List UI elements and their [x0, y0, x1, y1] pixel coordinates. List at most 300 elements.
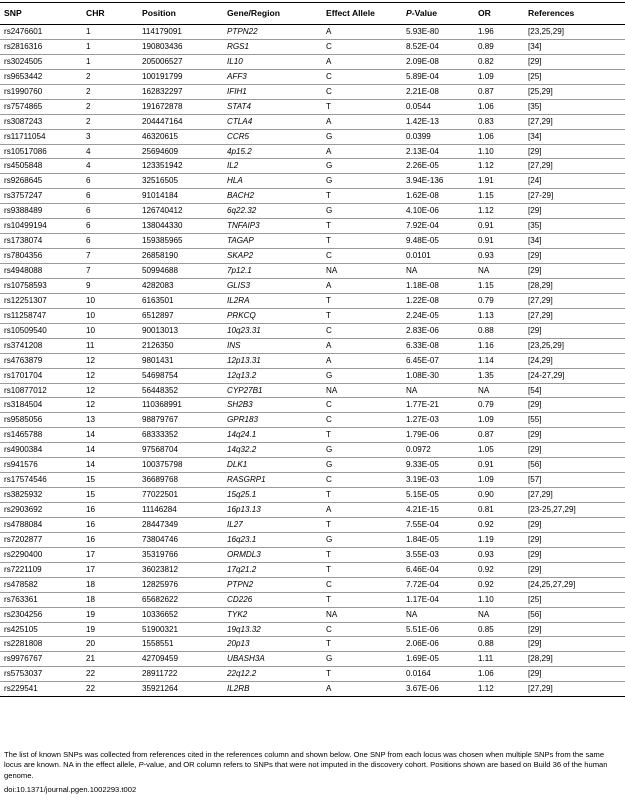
chr-cell: 3 [86, 131, 91, 141]
snp-cell: rs7574865 [4, 101, 43, 111]
references-cell: [57] [528, 475, 542, 485]
gene-cell: AFF3 [227, 71, 247, 81]
header-p-value-italic: P [406, 8, 412, 18]
chr-cell: 2 [86, 116, 91, 126]
chr-cell: 16 [86, 505, 96, 514]
gene-cell: CTLA4 [227, 116, 253, 126]
references-cell: [27,29] [528, 684, 553, 694]
chr-cell: 10 [86, 310, 96, 320]
chr-cell: 6 [86, 176, 91, 186]
snp-cell: rs9653442 [4, 71, 43, 81]
gene-cell: 7p12.1 [227, 266, 252, 275]
table-row [0, 99, 625, 114]
or-cell: 1.15 [478, 280, 494, 290]
allele-cell: T [326, 519, 331, 529]
references-cell: [29] [528, 206, 542, 216]
p-value-cell: 5.93E-80 [406, 27, 439, 36]
table-row [0, 517, 625, 532]
table-row [0, 383, 625, 398]
or-cell: 0.79 [478, 400, 494, 410]
allele-cell: A [326, 340, 332, 350]
allele-cell: T [326, 549, 331, 559]
p-value-cell: 2.06E-06 [406, 639, 439, 649]
position-cell: 2126350 [142, 340, 174, 350]
position-cell: 35319766 [142, 549, 179, 559]
gene-cell: SH2B3 [227, 400, 253, 410]
references-cell: [27,29] [528, 116, 553, 126]
or-cell: 1.13 [478, 310, 494, 320]
position-cell: 56448352 [142, 385, 179, 395]
chr-cell: 4 [86, 146, 91, 156]
allele-cell: C [326, 86, 332, 96]
or-cell: 0.87 [478, 86, 494, 96]
chr-cell: 15 [86, 475, 96, 485]
position-cell: 10336652 [142, 609, 179, 619]
table-row [0, 189, 625, 204]
table-row [0, 69, 625, 84]
allele-cell: A [326, 116, 332, 126]
or-cell: 1.91 [478, 176, 494, 186]
or-cell: 0.89 [478, 41, 494, 51]
snp-cell: rs9585056 [4, 415, 43, 425]
chr-cell: 15 [86, 490, 96, 500]
snp-cell: rs4900384 [4, 445, 43, 455]
references-cell: [34] [528, 131, 542, 141]
table-row [0, 368, 625, 383]
p-value-cell: 0.0164 [406, 669, 431, 679]
snp-cell: rs4788084 [4, 519, 43, 529]
gene-cell: CCR5 [227, 131, 250, 141]
gene-cell: 12q13.2 [227, 370, 257, 380]
gene-cell: IL2 [227, 161, 239, 171]
or-cell: 0.93 [478, 251, 494, 261]
chr-cell: 1 [86, 41, 91, 51]
references-cell: [24-27,29] [528, 370, 565, 380]
position-cell: 123351942 [142, 161, 183, 171]
chr-cell: 12 [86, 355, 96, 365]
chr-cell: 9 [86, 280, 91, 290]
table-row [0, 667, 625, 682]
chr-cell: 12 [86, 400, 96, 410]
table-row [0, 592, 625, 607]
snp-cell: rs9388489 [4, 206, 43, 216]
p-value-cell: 1.77E-21 [406, 400, 439, 410]
gene-cell: 4p15.2 [227, 146, 252, 156]
snp-cell: rs2304256 [4, 609, 43, 619]
chr-cell: 14 [86, 430, 96, 440]
position-cell: 162832297 [142, 86, 183, 96]
allele-cell: A [326, 505, 332, 514]
snp-cell: rs7221109 [4, 564, 42, 574]
or-cell: 0.79 [478, 295, 494, 305]
snp-cell: rs4763879 [4, 355, 43, 365]
position-cell: 50994688 [142, 266, 179, 275]
position-cell: 126740412 [142, 206, 183, 216]
p-value-cell: 7.72E-04 [406, 579, 439, 589]
or-cell: 1.35 [478, 370, 494, 380]
references-cell: [23,25,29] [528, 27, 565, 36]
references-cell: [56] [528, 460, 542, 470]
table-row [0, 144, 625, 159]
snp-cell: rs10499194 [4, 221, 47, 231]
footnote-text-1: The list of known SNPs was collected from references cited in the references column and shown below. One SNP from each locus was chosen when multiple SNPs from the same locus are known. NA in the effect allele, [4, 750, 605, 770]
snp-cell: rs2281808 [4, 639, 43, 649]
snp-cell: rs3757247 [4, 191, 43, 201]
references-cell: [29] [528, 251, 542, 261]
gene-cell: GPR183 [227, 415, 259, 425]
position-cell: 6512897 [142, 310, 174, 320]
allele-cell: T [326, 101, 331, 111]
p-value-cell: 6.45E-07 [406, 355, 439, 365]
snp-cell: rs10509540 [4, 325, 47, 335]
position-cell: 205006527 [142, 56, 183, 66]
or-cell: 1.19 [478, 534, 494, 544]
table-row [0, 562, 625, 577]
snp-cell: rs1465788 [4, 430, 43, 440]
position-cell: 100375798 [142, 460, 183, 470]
header-p-value [402, 3, 474, 25]
or-cell: 1.15 [478, 191, 494, 201]
chr-cell: 10 [86, 295, 96, 305]
snp-cell: rs425105 [4, 624, 38, 634]
snp-cell: rs478582 [4, 579, 38, 589]
table-row [0, 413, 625, 428]
header-effect-allele: Effect Allele [322, 3, 402, 25]
allele-cell: NA [326, 266, 338, 275]
position-cell: 159385965 [142, 236, 183, 246]
position-cell: 77022501 [142, 490, 179, 500]
references-cell: [29] [528, 400, 542, 410]
table-row [0, 547, 625, 562]
allele-cell: T [326, 564, 331, 574]
or-cell: 1.14 [478, 355, 494, 365]
table-row [0, 532, 625, 547]
chr-cell: 6 [86, 191, 91, 201]
position-cell: 11146284 [142, 505, 177, 514]
allele-cell: NA [326, 385, 338, 395]
allele-cell: G [326, 131, 333, 141]
position-cell: 68333352 [142, 430, 179, 440]
p-value-cell: 1.62E-08 [406, 191, 439, 201]
p-value-cell: 7.55E-04 [406, 519, 439, 529]
allele-cell: T [326, 669, 331, 679]
table-row [0, 39, 625, 54]
p-value-cell: 3.94E-136 [406, 176, 444, 186]
p-value-cell: 8.52E-04 [406, 41, 439, 51]
table-row [0, 249, 625, 264]
references-cell: [29] [528, 325, 542, 335]
snp-cell: rs7804356 [4, 251, 43, 261]
or-cell: 1.06 [478, 101, 494, 111]
references-cell: [24,29] [528, 355, 553, 365]
or-cell: 0.92 [478, 564, 494, 574]
snp-cell: rs12251307 [4, 295, 47, 305]
p-value-cell: 2.13E-04 [406, 146, 439, 156]
gene-cell: DLK1 [227, 460, 248, 470]
p-value-cell: 9.48E-05 [406, 236, 439, 246]
header-chr: CHR [82, 3, 138, 25]
gene-cell: 10q23.31 [227, 325, 261, 335]
chr-cell: 1 [86, 27, 91, 36]
chr-cell: 20 [86, 639, 96, 649]
snp-cell: rs9976767 [4, 654, 43, 664]
references-cell: [29] [528, 519, 542, 529]
or-cell: 1.10 [478, 594, 494, 604]
table-row [0, 488, 625, 503]
allele-cell: C [326, 41, 332, 51]
references-cell: [29] [528, 445, 542, 455]
snp-cell: rs1701704 [4, 370, 43, 380]
or-cell: 1.11 [478, 654, 494, 664]
footnote-text-2: -value, and OR column refers to SNPs that were not imputed in the discovery cohort. Positions shown are based on Build 36 of the human genome. [4, 760, 608, 780]
chr-cell: 6 [86, 236, 91, 246]
position-cell: 9801431 [142, 355, 174, 365]
gene-cell: 19q13.32 [227, 624, 261, 634]
chr-cell: 7 [86, 251, 91, 261]
position-cell: 46320615 [142, 131, 179, 141]
p-value-cell: 5.15E-05 [406, 490, 439, 500]
or-cell: 0.91 [478, 236, 494, 246]
chr-cell: 1 [86, 56, 91, 66]
references-cell: [34] [528, 41, 542, 51]
footnote-italic-p: P [138, 760, 144, 770]
references-cell: [25] [528, 71, 542, 81]
allele-cell: A [326, 684, 332, 694]
p-value-cell: 2.24E-05 [406, 310, 439, 320]
snp-cell: rs1990760 [4, 86, 43, 96]
position-cell: 110368991 [142, 400, 182, 410]
or-cell: 0.81 [478, 505, 494, 514]
position-cell: 36689768 [142, 475, 179, 485]
chr-cell: 16 [86, 534, 96, 544]
allele-cell: C [326, 251, 332, 261]
references-cell: [25] [528, 594, 542, 604]
chr-cell: 22 [86, 684, 96, 694]
table-row [0, 264, 625, 279]
position-cell: 36023812 [142, 564, 179, 574]
position-cell: 42709459 [142, 654, 179, 664]
or-cell: 0.92 [478, 519, 494, 529]
allele-cell: G [326, 176, 333, 186]
references-cell: [29] [528, 639, 542, 649]
allele-cell: T [326, 639, 331, 649]
table-row [0, 293, 625, 308]
table-row [0, 682, 625, 697]
or-cell: 1.12 [478, 206, 494, 216]
references-cell: [23-25,27,29] [528, 505, 576, 514]
gene-cell: 16q23.1 [227, 534, 257, 544]
snp-cell: rs3024505 [4, 56, 43, 66]
snp-cell: rs3741208 [4, 340, 43, 350]
snp-cell: rs5753037 [4, 669, 43, 679]
table-row [0, 54, 625, 69]
gene-cell: RGS1 [227, 41, 250, 51]
references-cell: [27,29] [528, 490, 553, 500]
gene-cell: TAGAP [227, 236, 254, 246]
position-cell: 25694609 [142, 146, 179, 156]
references-cell: [25,29] [528, 86, 553, 96]
gene-cell: 16p13.13 [227, 505, 261, 514]
snp-cell: rs4948088 [4, 266, 43, 275]
table-row [0, 338, 625, 353]
allele-cell: A [326, 27, 332, 36]
or-cell: 1.06 [478, 669, 494, 679]
snp-cell: rs17574546 [4, 475, 47, 485]
gene-cell: SKAP2 [227, 251, 254, 261]
chr-cell: 17 [86, 564, 96, 574]
allele-cell: G [326, 161, 333, 171]
allele-cell: G [326, 654, 333, 664]
gene-cell: GLIS3 [227, 280, 250, 290]
table-row [0, 428, 625, 443]
position-cell: 98879767 [142, 415, 179, 425]
snp-cell: rs3825932 [4, 490, 43, 500]
snp-cell: rs9268645 [4, 176, 43, 186]
references-cell: [29] [528, 266, 542, 275]
gene-cell: IL27 [227, 519, 243, 529]
allele-cell: T [326, 490, 331, 500]
p-value-cell: 2.83E-06 [406, 325, 439, 335]
references-cell: [27-29] [528, 191, 554, 201]
snp-cell: rs10758593 [4, 280, 47, 290]
references-cell: [34] [528, 236, 542, 246]
allele-cell: T [326, 310, 331, 320]
p-value-cell: 3.55E-03 [406, 549, 439, 559]
table-row [0, 129, 625, 144]
or-cell: 0.91 [478, 460, 494, 470]
gene-cell: 22q12.2 [227, 669, 257, 679]
gene-cell: 6q22.32 [227, 206, 257, 216]
header-or: OR [474, 3, 524, 25]
position-cell: 6163501 [142, 295, 174, 305]
allele-cell: NA [326, 609, 338, 619]
position-cell: 51900321 [142, 624, 179, 634]
p-value-cell: NA [406, 609, 418, 619]
p-value-cell: 6.46E-04 [406, 564, 439, 574]
chr-cell: 16 [86, 519, 96, 529]
known-snp-table [0, 2, 625, 697]
allele-cell: G [326, 460, 333, 470]
table-row [0, 652, 625, 667]
allele-cell: C [326, 71, 332, 81]
or-cell: 1.10 [478, 146, 494, 156]
references-cell: [29] [528, 624, 542, 634]
or-cell: NA [478, 609, 490, 619]
or-cell: 0.85 [478, 624, 494, 634]
position-cell: 54698754 [142, 370, 179, 380]
p-value-cell: 0.0101 [406, 251, 431, 261]
table-row [0, 353, 625, 368]
gene-cell: INS [227, 340, 241, 350]
gene-cell: TNFAIP3 [227, 221, 260, 231]
references-cell: [54] [528, 385, 542, 395]
position-cell: 65682622 [142, 594, 179, 604]
table-row [0, 473, 625, 488]
references-cell: [29] [528, 146, 542, 156]
p-value-cell: 4.10E-06 [406, 206, 439, 216]
position-cell: 191672878 [142, 101, 183, 111]
position-cell: 32516505 [142, 176, 179, 186]
position-cell: 26858190 [142, 251, 179, 261]
allele-cell: C [326, 415, 332, 425]
snp-cell: rs1738074 [4, 236, 43, 246]
position-cell: 97568704 [142, 445, 179, 455]
position-cell: 90013013 [142, 325, 179, 335]
allele-cell: C [326, 579, 332, 589]
position-cell: 138044330 [142, 221, 183, 231]
table-row [0, 503, 625, 518]
p-value-cell: 2.09E-08 [406, 56, 439, 66]
references-cell: [29] [528, 669, 542, 679]
references-cell: [56] [528, 609, 542, 619]
or-cell: 0.93 [478, 549, 494, 559]
snp-cell: rs7202877 [4, 534, 43, 544]
p-value-cell: 6.33E-08 [406, 340, 439, 350]
references-cell: [35] [528, 101, 542, 111]
table-row [0, 458, 625, 473]
gene-cell: PTPN22 [227, 27, 258, 36]
allele-cell: A [326, 56, 332, 66]
allele-cell: T [326, 236, 331, 246]
p-value-cell: 1.27E-03 [406, 415, 439, 425]
table-row [0, 398, 625, 413]
p-value-cell: 2.26E-05 [406, 161, 439, 171]
gene-cell: CD226 [227, 594, 253, 604]
p-value-cell: 5.89E-04 [406, 71, 439, 81]
p-value-cell: 1.08E-30 [406, 370, 439, 380]
chr-cell: 18 [86, 579, 96, 589]
position-cell: 73804746 [142, 534, 179, 544]
or-cell: 1.96 [478, 27, 494, 36]
gene-cell: IL2RA [227, 295, 250, 305]
chr-cell: 6 [86, 221, 91, 231]
position-cell: 28447349 [142, 519, 179, 529]
references-cell: [27,29] [528, 295, 553, 305]
allele-cell: C [326, 325, 332, 335]
gene-cell: UBASH3A [227, 654, 265, 664]
allele-cell: T [326, 191, 331, 201]
position-cell: 12825976 [142, 579, 179, 589]
gene-cell: 14q24.1 [227, 430, 257, 440]
references-cell: [29] [528, 430, 542, 440]
or-cell: 1.09 [478, 415, 494, 425]
table-row [0, 174, 625, 189]
chr-cell: 19 [86, 609, 96, 619]
chr-cell: 11 [86, 340, 95, 350]
snp-cell: rs3087243 [4, 116, 43, 126]
snp-cell: rs11258747 [4, 310, 47, 320]
references-cell: [24] [528, 176, 542, 186]
allele-cell: A [326, 146, 332, 156]
or-cell: 1.06 [478, 131, 494, 141]
references-cell: [23,25,29] [528, 340, 565, 350]
p-value-cell: 1.42E-13 [406, 116, 439, 126]
gene-cell: TYK2 [227, 609, 248, 619]
table-row [0, 607, 625, 622]
allele-cell: G [326, 370, 333, 380]
allele-cell: T [326, 221, 331, 231]
table-header-row [0, 3, 625, 25]
chr-cell: 19 [86, 624, 96, 634]
position-cell: 28911722 [142, 669, 178, 679]
references-cell: [29] [528, 56, 542, 66]
or-cell: 0.90 [478, 490, 494, 500]
table-row [0, 443, 625, 458]
position-cell: 1558551 [142, 639, 174, 649]
p-value-cell: 0.0972 [406, 445, 431, 455]
p-value-cell: NA [406, 385, 418, 395]
or-cell: 0.87 [478, 430, 494, 440]
